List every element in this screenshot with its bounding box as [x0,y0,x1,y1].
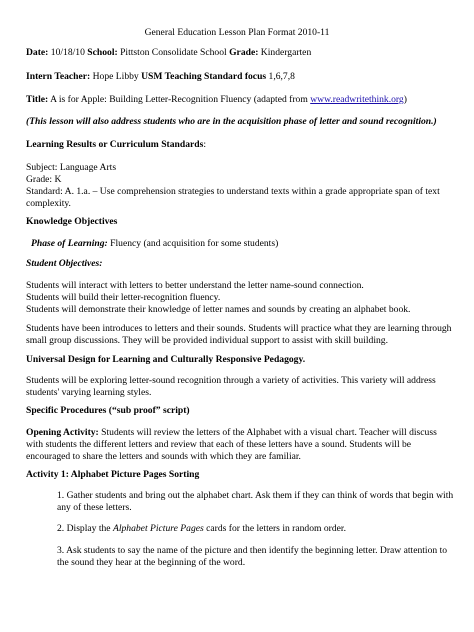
student-objectives-heading: Student Objectives: [26,258,103,269]
subject-line: Subject: Language Arts [26,162,117,173]
phase-label: Phase of Learning: [31,238,108,249]
opening-line-2: with students the different letters and review that each of these letters have a sound. Students will be [26,439,412,450]
step-2-post: cards for the letters in random order. [203,523,346,534]
step-1-line-1: 1. Gather students and bring out the alphabet chart. Ask them if they can think of words that begin with [57,490,454,501]
intern-label: Intern Teacher: [26,71,91,82]
school-value: Pittston Consolidate School [117,47,230,58]
standard-line-1: Standard: A. 1.a. – Use comprehension strategies to understand texts within a grade appropriate span of text [26,186,440,197]
school-label: School: [87,47,118,58]
objective-1: Students will interact with letters to better understand the letter name-sound connection. [26,280,364,291]
learning-results-heading [26,139,206,151]
step-3-line-2: the sound they hear at the beginning of the word. [57,557,246,568]
step-1-line-2: any of these letters. [57,502,132,513]
learning-results-label: Learning Results or Curriculum Standards [26,139,204,150]
step-2-italic: Alphabet Picture Pages [112,523,204,534]
document-heading: General Education Lesson Plan Format 2010-11 [144,27,330,38]
phase-line [31,238,278,250]
opening-label: Opening Activity: [26,427,99,438]
source-link[interactable]: www.readwritethink.org [310,94,404,105]
grade-line: Grade: K [26,174,62,185]
date-line [26,47,311,59]
knowledge-objectives-heading: Knowledge Objectives [26,216,118,227]
udl-line-2: students' varying learning styles. [26,387,152,398]
usm-label: USM Teaching Standard focus [141,71,267,82]
standard-line-2: complexity. [26,198,71,209]
procedures-heading: Specific Procedures (“sub proof” script) [26,405,190,416]
date-label: Date: [26,47,49,58]
phase-value: Fluency (and acquisition for some students) [107,238,279,249]
step-3-line-1: 3. Ask students to say the name of the picture and then identify the beginning letter. Draw attention to [57,545,448,556]
opening-text-1: Students will review the letters of the Alphabet with a visual chart. Teacher will discuss [98,427,437,438]
date-value: 10/18/10 [48,47,88,58]
title-value: A is for Apple: Building Letter-Recognition Fluency (adapted from [48,94,311,105]
usm-value: 1,6,7,8 [266,71,295,82]
objective-3: Students will demonstrate their knowledge of letter names and sounds by creating an alphabet book. [26,304,411,315]
intro-line-2: small group discussions. They will be provided individual support to assist with skill building. [26,335,388,346]
title-label: Title: [26,94,49,105]
udl-line-1: Students will be exploring letter-sound recognition through a variety of activities. This variety will address [26,375,436,386]
udl-heading: Universal Design for Learning and Culturally Responsive Pedagogy. [26,354,306,365]
step-2-line [57,523,346,535]
step-2-pre: 2. Display the [57,523,113,534]
opening-line-3: encouraged to share the letters and sounds with which they are familiar. [26,451,301,462]
lesson-note: (This lesson will also address students who are in the acquisition phase of letter and sound recognition.) [26,116,437,127]
intern-line [26,71,295,83]
title-close: ) [403,94,407,105]
objective-2: Students will build their letter-recognition fluency. [26,292,221,303]
grade-label: Grade: [229,47,259,58]
opening-line-1 [26,427,437,439]
title-line [26,94,407,106]
intro-line-1: Students have been introduces to letters and their sounds. Students will practice what they are learning through [26,323,452,334]
grade-value: Kindergarten [258,47,312,58]
activity-1-heading: Activity 1: Alphabet Picture Pages Sorting [26,469,200,480]
intern-value: Hope Libby [90,71,142,82]
learning-results-colon: : [203,139,206,150]
